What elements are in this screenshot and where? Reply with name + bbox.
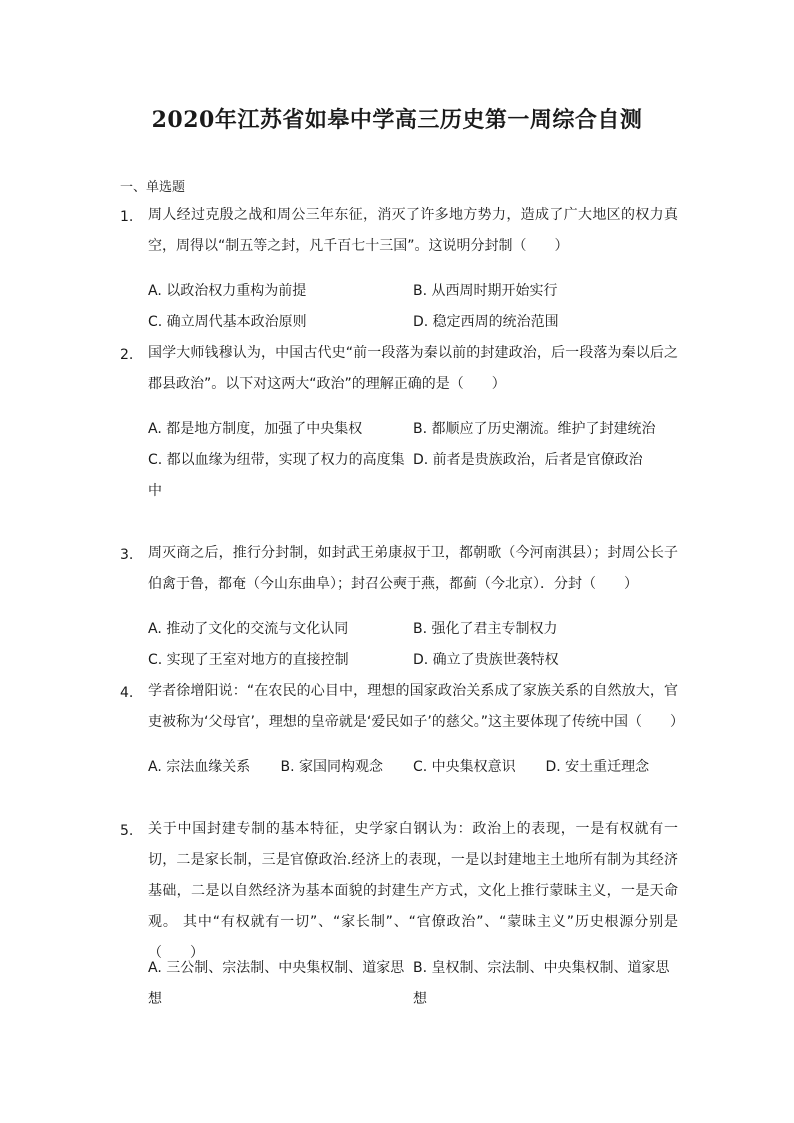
- option-a: A. 都是地方制度，加强了中央集权: [148, 421, 363, 437]
- option-d: D. 安土重迁理念: [545, 759, 650, 775]
- question-number: 2.: [120, 347, 134, 363]
- options: [148, 414, 678, 507]
- question-number: 5.: [120, 823, 134, 839]
- option-c: C. 中央集权意识: [413, 759, 516, 775]
- question-number: 1.: [120, 209, 134, 225]
- option-c: C. 确立周代基本政治原则: [148, 314, 307, 330]
- section-heading: 一、单选题: [120, 180, 186, 195]
- question-number: 3.: [120, 547, 134, 563]
- option-b: B. 强化了君主专制权力: [413, 621, 558, 637]
- options: [148, 276, 678, 338]
- options: [148, 752, 678, 783]
- document-title: 2020年江苏省如皋中学高三历史第一周综合自测: [151, 107, 643, 133]
- options: [148, 953, 678, 1015]
- option-d: D. 稳定西周的统治范围: [413, 314, 559, 330]
- option-a: A. 三公制、宗法制、中央集权制、道家思想: [148, 960, 405, 1007]
- option-b: B. 从西周时期开始实行: [413, 283, 558, 299]
- question-number: 4.: [120, 685, 134, 701]
- question-text: 关于中国封建专制的基本特征，史学家白钢认为：政治上的表现，一是有权就有一切，二是家长制，三是官僚政治.经济上的表现，一是以封建地主土地所有制为其经济基础，二是以自然经济为基本面貌的封建生产方式，文化上推行蒙昧主义，一是天命观。 其中“有权就有一切”、“家长制”、“官僚政治”、“蒙昧主义”历史根源分别是（ ）: [148, 821, 678, 961]
- question-text: 国学大师钱穆认为，中国古代史“前一段落为秦以前的封建政治，后一段落为秦以后之郡县政治”。以下对这两大“政治”的理解正确的是（ ）: [148, 345, 678, 392]
- option-d: D. 前者是贵族政治，后者是官僚政治: [413, 452, 643, 468]
- option-c: C. 都以血缘为纽带，实现了权力的高度集中: [148, 452, 405, 499]
- option-b: B. 皇权制、宗法制、中央集权制、道家思想: [413, 960, 670, 1007]
- option-d: D. 确立了贵族世袭特权: [413, 652, 559, 668]
- option-a: A. 宗法血缘关系: [148, 759, 251, 775]
- option-b: B. 都顺应了历史潮流。维护了封建统治: [413, 421, 656, 437]
- option-c: C. 实现了王室对地方的直接控制: [148, 652, 349, 668]
- question-text: 学者徐增阳说：“在农民的心目中，理想的国家政治关系成了家族关系的自然放大，官吏被称为‘父母官’，理想的皇帝就是‘爱民如子’的慈父。”这主要体现了传统中国（ ）: [148, 683, 685, 730]
- options: [148, 614, 678, 676]
- option-a: A. 推动了文化的交流与文化认同: [148, 621, 349, 637]
- option-a: A. 以政治权力重构为前提: [148, 283, 307, 299]
- question-text: 周灭商之后，推行分封制，如封武王弟康叔于卫，都朝歌（今河南淇县）；封周公长子伯禽于鲁，都奄（今山东曲阜）；封召公奭于燕，都蓟（今北京）．分封（ ）: [148, 545, 678, 592]
- option-b: B. 家国同构观念: [280, 759, 384, 775]
- question-text: 周人经过克殷之战和周公三年东征，消灭了许多地方势力，造成了广大地区的权力真空，周得以“制五等之封，凡千百七十三国”。这说明分封制（ ）: [148, 207, 678, 254]
